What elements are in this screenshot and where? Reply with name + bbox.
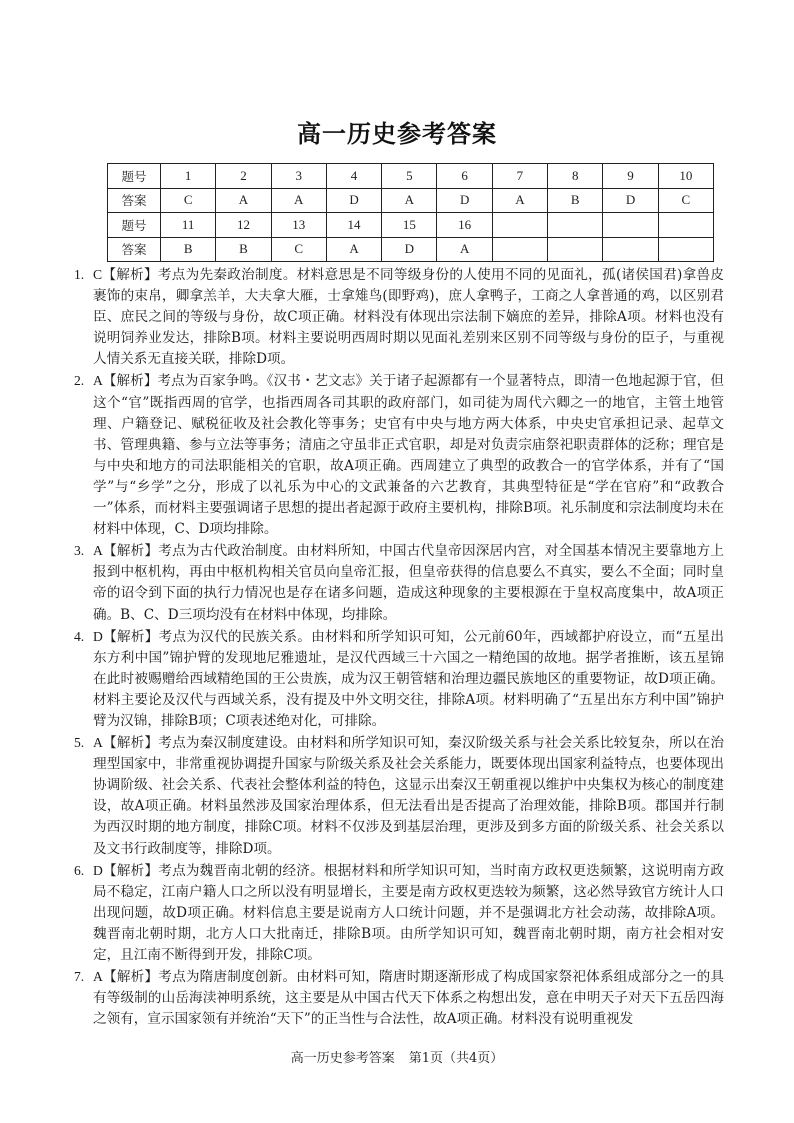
table-cell [548, 213, 603, 238]
table-cell: 3 [271, 164, 326, 189]
table-cell: 6 [437, 164, 492, 189]
table-cell [603, 237, 658, 262]
table-cell: C [658, 188, 713, 213]
table-cell: 8 [548, 164, 603, 189]
item-number: 5. [74, 735, 85, 751]
table-cell [492, 237, 547, 262]
table-row [108, 213, 714, 238]
table-cell: 13 [271, 213, 326, 238]
table-row [108, 237, 714, 262]
answer-key-table [107, 163, 714, 262]
table-cell: A [382, 188, 437, 213]
table-row [108, 164, 714, 189]
item-analysis-tag: 【解析】 [102, 862, 159, 879]
footer-doc-name: 高一历史参考答案 [290, 1051, 395, 1066]
table-cell: B [216, 237, 271, 262]
table-cell: 12 [216, 213, 271, 238]
table-cell: A [216, 188, 271, 213]
item-explanation-text: 考点为魏晋南北朝的经济。根据材料和所学知识可知，当时南方政权更迭频繁，这说明南方政局不稳定，江南户籍人口之所以没有明显增长，主要是南方政权更迭较为频繁，这必然导致官方统计人口出现问题，故D项正确。材料信息主要是说南方人口统计问题，并不是强调北方社会动荡，故排除A项。魏晋南北朝时期，北方人口大批南迁，排除B项。由所学知识可知，魏晋南北朝时期，南方社会相对安定，且江南不断得到开发，排除C项。 [93, 862, 725, 963]
table-cell: 1 [161, 164, 216, 189]
table-cell: 9 [603, 164, 658, 189]
table-cell: 14 [326, 213, 381, 238]
item-answer: D [93, 628, 103, 644]
explanation-item [74, 732, 724, 860]
footer-page-info: 第1页（共4页） [408, 1051, 504, 1066]
explanation-item [74, 264, 724, 370]
table-cell: D [382, 237, 437, 262]
item-analysis-tag: 【解析】 [102, 969, 159, 986]
table-cell [658, 213, 713, 238]
item-answer: C [93, 267, 103, 282]
table-row [108, 188, 714, 213]
table-cell: A [437, 237, 492, 262]
item-number: 2. [74, 373, 85, 389]
table-cell: 10 [658, 164, 713, 189]
page-title: 高一历史参考答案 [297, 119, 497, 148]
page-footer [0, 1047, 794, 1066]
table-cell [603, 213, 658, 238]
table-cell: 5 [382, 164, 437, 189]
explanation-item [74, 540, 724, 625]
explanations-list [74, 264, 724, 1030]
item-analysis-tag: 【解析】 [102, 735, 159, 752]
item-number: 6. [74, 862, 85, 878]
table-cell [548, 237, 603, 262]
table-cell: A [271, 188, 326, 213]
item-analysis-tag: 【解析】 [102, 628, 159, 645]
item-analysis-tag: 【解析】 [102, 267, 158, 283]
table-cell: 7 [492, 164, 547, 189]
table-cell: A [326, 237, 381, 262]
table-cell: D [437, 188, 492, 213]
item-explanation-text: 考点为先秦政治制度。材料意思是不同等级身份的人使用不同的见面礼，孤(诸侯国君)拿兽皮裹饰的束帛，卿拿羔羊，大夫拿大雁，士拿雉鸟(即野鸡)，庶人拿鸭子，工商之人拿普通的鸡，以区别君臣、庶民之间的等级与身份，故C项正确。材料没有体现出宗法制下嫡庶的差异，排除A项。材料也没有说明饲养业发达，排除B项。材料主要说明西周时期以见面礼差别来区别不同等级与身份的臣子，与重视人情关系无直接关联，排除D项。 [93, 267, 724, 368]
item-explanation-text: 考点为汉代的民族关系。由材料和所学知识可知，公元前60年，西域都护府设立，而“五星出东方利中国”锦护臂的发现地尼雅遗址，是汉代西域三十六国之一精绝国的故地。据学者推断，该五星锦在此时被赐赠给西域精绝国的王公贵族，成为汉王朝管辖和治理边疆民族地区的重要物证，故D项正确。材料主要论及汉代与西域关系，没有提及中外文明交往，排除A项。材料明确了“五星出东方利中国”锦护臂为汉锦，排除B项；C项表述绝对化，可排除。 [93, 628, 725, 729]
item-number: 4. [74, 628, 85, 644]
table-cell: B [548, 188, 603, 213]
table-cell [492, 213, 547, 238]
table-cell: 4 [326, 164, 381, 189]
table-cell: C [161, 188, 216, 213]
table-cell: 15 [382, 213, 437, 238]
table-cell [658, 237, 713, 262]
explanation-item [74, 626, 724, 732]
row-header: 答案 [108, 188, 161, 213]
table-cell: C [271, 237, 326, 262]
explanation-item [74, 966, 724, 1030]
item-number: 3. [74, 543, 85, 559]
item-explanation-text: 考点为百家争鸣。《汉书・艺文志》关于诸子起源都有一个显著特点，即清一色地起源于官，但这个“官”既指西周的官学，也指西周各司其职的政府部门，如司徒为周代六卿之一的地官，主管土地管理、户籍登记、赋税征收及社会教化等事务；史官有中央与地方两大体系，中央史官承担记录、起草文书、管理典籍、参与立法等事务；清庙之守虽非正式官职，却是对负责宗庙祭祀职责群体的泛称；理官是与中央和地方的司法职能相关的官职，故A项正确。西周建立了典型的政教合一的官学体系，并有了“国学”与“乡学”之分，形成了以礼乐为中心的文武兼备的六艺教育，其典型特征是“学在官府”和“政教合一”体系，而材料主要强调诸子思想的提出者起源于政府主要机构，排除B项。礼乐制度和宗法制度均未在材料中体现，C、D项均排除。 [93, 373, 725, 538]
explanation-item [74, 370, 724, 540]
explanation-item [74, 860, 724, 966]
table-cell: D [326, 188, 381, 213]
table-cell: B [161, 237, 216, 262]
item-answer: A [93, 969, 103, 985]
item-explanation-text: 考点为隋唐制度创新。由材料可知，隋唐时期逐渐形成了构成国家祭祀体系组成部分之一的具有等级制的山岳海渎神明系统，这主要是从中国古代天下体系之构想出发，意在申明天子对天下五岳四海之领有，宣示国家领有并统治“天下”的正当性与合法性，故A项正确。材料没有说明重视发 [93, 969, 725, 1028]
table-cell: 16 [437, 213, 492, 238]
row-header: 题号 [108, 164, 161, 189]
item-answer: A [93, 543, 103, 559]
item-analysis-tag: 【解析】 [102, 373, 158, 390]
item-answer: A [93, 735, 103, 751]
table-cell: 2 [216, 164, 271, 189]
item-answer: A [93, 373, 103, 389]
item-explanation-text: 考点为古代政治制度。由材料所知，中国古代皇帝因深居内宫，对全国基本情况主要靠地方上报到中枢机构，再由中枢机构相关官员向皇帝汇报，但皇帝获得的信息要么不真实，要么不全面；同时皇帝的诏令到下面的执行力情况也是存在诸多问题，造成这种现象的主要根源在于皇权高度集中，故A项正确。B、C、D三项均没有在材料中体现，均排除。 [93, 543, 725, 623]
table-cell: 11 [161, 213, 216, 238]
table-cell: D [603, 188, 658, 213]
item-number: 7. [74, 969, 85, 985]
item-explanation-text: 考点为秦汉制度建设。由材料和所学知识可知，秦汉阶级关系与社会关系比较复杂，所以在治理型国家中，非常重视协调提升国家与阶级关系及社会关系能力，既要体现出国家利益特点，也要体现出协调阶级、社会关系、代表社会整体利益的特色，这显示出秦汉王朝重视以维护中央集权为核心的制度建设，故A项正确。材料虽然涉及国家治理体系，但无法看出是否提高了治理效能，排除B项。郡国并行制为西汉时期的地方制度，排除C项。材料不仅涉及到基层治理，更涉及到多方面的阶级关系、社会关系以及文书行政制度等，排除D项。 [93, 735, 725, 857]
row-header: 题号 [108, 213, 161, 238]
item-answer: D [93, 862, 103, 878]
item-analysis-tag: 【解析】 [102, 543, 159, 560]
item-number: 1. [74, 267, 85, 282]
row-header: 答案 [108, 237, 161, 262]
table-cell: A [492, 188, 547, 213]
